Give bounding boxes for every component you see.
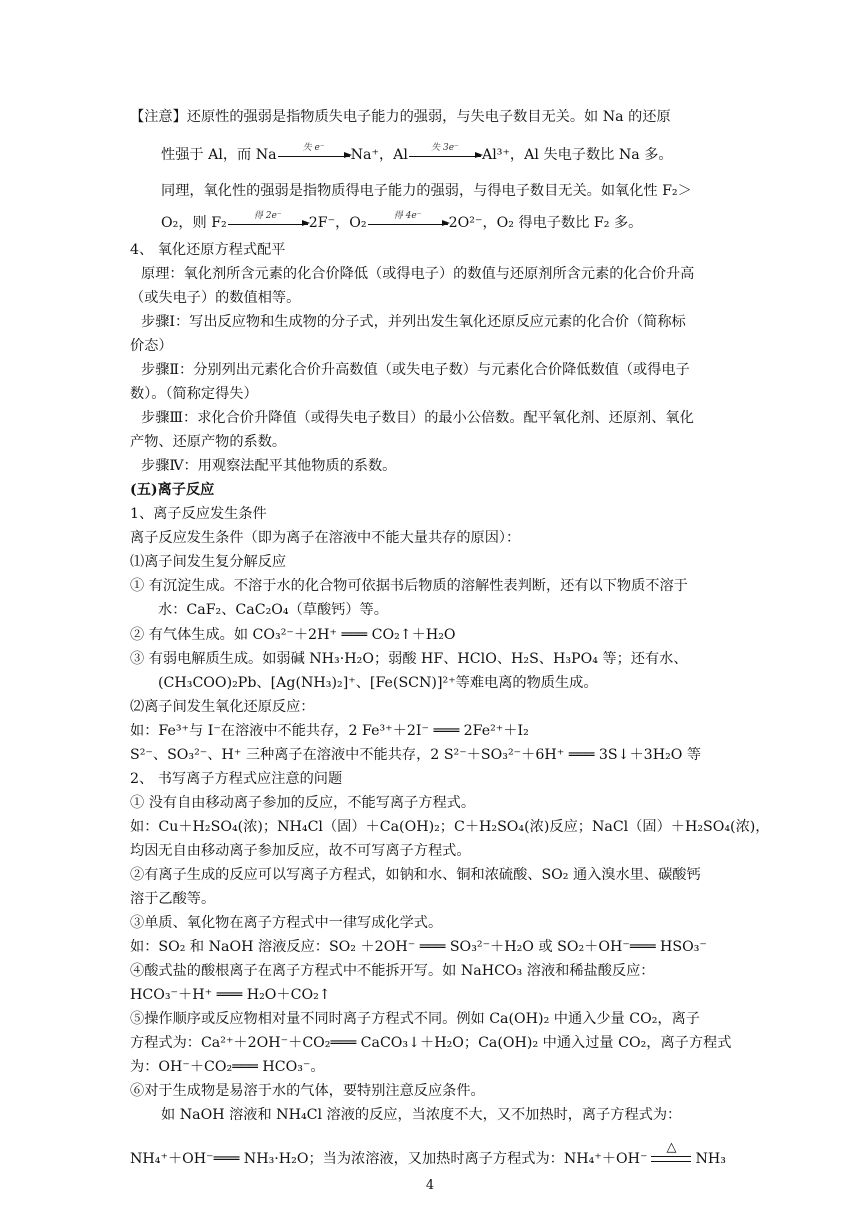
text-line: ⑴离子间发生复分解反应 xyxy=(130,554,287,570)
text-line: HCO₃⁻＋H⁺ ═══ H₂O＋CO₂↑ xyxy=(130,987,331,1003)
text-line: S²⁻、SO₃²⁻、H⁺ 三种离子在溶液中不能共存，2 S²⁻＋SO₃²⁻＋6H⁺ ═══ 3S↓＋3H₂O 等 xyxy=(130,747,702,763)
arrow-label: 得 2e⁻ xyxy=(253,210,282,221)
text-segment: NH₄⁺＋OH⁻═══ NH₃·H₂O；当为浓溶液，又加热时离子方程式为：NH₄⁺＋OH⁻ xyxy=(130,1151,648,1167)
equation-line xyxy=(130,1140,726,1168)
text-line: ⑵离子间发生氧化还原反应： xyxy=(130,699,315,715)
text-line: 方程式为：Ca²⁺＋2OH⁻＋CO₂═══ CaCO₃↓＋H₂O；Ca(OH)₂ 中通入过量 CO₂，离子方程式 xyxy=(130,1035,732,1051)
equation-line xyxy=(161,142,673,164)
text-line: 如：Fe³⁺与 I⁻在溶液中不能共存，2 Fe³⁺＋2I⁻ ═══ 2Fe²⁺＋I₂ xyxy=(130,723,529,739)
text-line: 如：Cu＋H₂SO₄(浓)；NH₄Cl（固）＋Ca(OH)₂；C＋H₂SO₄(浓)反应；NaCl（固）＋H₂SO₄(浓)， xyxy=(130,819,770,835)
text-line: ③单质、氧化物在离子方程式中一律写成化学式。 xyxy=(130,915,443,931)
text-segment: O₂，则 F₂ xyxy=(161,215,227,231)
text-line: 均因无自由移动离子参加反应，故不可写离子方程式。 xyxy=(130,843,471,859)
reaction-arrow xyxy=(368,210,448,225)
text-line: ① 有沉淀生成。不溶于水的化合物可依据书后物质的溶解性表判断，还有以下物质不溶于 xyxy=(130,578,688,594)
arrow-label: 失 3e⁻ xyxy=(431,142,459,153)
text-line: 【注意】还原性的强弱是指物质失电子能力的强弱，与失电子数目无关。如 Na 的还原 xyxy=(130,109,671,125)
text-segment: Al³⁺，Al 失电子数比 Na 多。 xyxy=(481,147,673,163)
text-segment: NH₃ xyxy=(695,1151,726,1167)
section-heading: 1、离子反应发生条件 xyxy=(130,506,267,522)
text-line: 产物、还原产物的系数。 xyxy=(130,434,287,450)
text-line: 水：CaF₂、CaC₂O₄（草酸钙）等。 xyxy=(158,602,388,618)
text-line: 为：OH⁻＋CO₂═══ HCO₃⁻。 xyxy=(130,1059,325,1075)
text-line: ②有离子生成的反应可以写离子方程式，如钠和水、铜和浓硫酸、SO₂ 通入溴水里、碳酸钙 xyxy=(130,867,701,883)
text-segment: 2O²⁻，O₂ 得电子数比 F₂ 多。 xyxy=(448,215,643,231)
reaction-arrow xyxy=(409,142,481,157)
text-line: 步骤Ⅰ：写出反应物和生成物的分子式，并列出发生氧化还原反应元素的化合价（简称标 xyxy=(141,314,686,330)
text-line: 数）。（简称定得失） xyxy=(130,386,258,402)
text-line: 同理，氧化性的强弱是指物质得电子能力的强弱，与得电子数目无关。如氧化性 F₂＞ xyxy=(161,183,692,199)
text-line: ⑤操作顺序或反应物相对量不同时离子方程式不同。例如 Ca(OH)₂ 中通入少量 CO₂，离子 xyxy=(130,1011,700,1027)
reaction-arrow xyxy=(228,210,308,225)
text-line: (CH₃COO)₂Pb、[Ag(NH₃)₂]⁺、[Fe(SCN)]²⁺等难电离的物质生成。 xyxy=(158,675,598,691)
equation-line xyxy=(161,210,643,232)
text-segment: 性强于 Al，而 Na xyxy=(161,147,277,163)
arrow-label: 失 e⁻ xyxy=(302,142,325,153)
section-heading: 4、 氧化还原方程式配平 xyxy=(130,242,286,258)
text-line: ③ 有弱电解质生成。如弱碱 NH₃·H₂O；弱酸 HF、HClO、H₂S、H₃PO₄ 等；还有水、 xyxy=(130,651,688,667)
text-line: 如：SO₂ 和 NaOH 溶液反应：SO₂ ＋2OH⁻ ═══ SO₃²⁻＋H₂O 或 SO₂＋OH⁻═══ HSO₃⁻ xyxy=(130,939,707,955)
text-line: 溶于乙酸等。 xyxy=(130,891,216,907)
text-line: ⑥对于生成物是易溶于水的气体，要特别注意反应条件。 xyxy=(130,1083,485,1099)
text-line: ④酸式盐的酸根离子在离子方程式中不能拆开写。如 NaHCO₃ 溶液和稀盐酸反应： xyxy=(130,963,655,979)
text-line: ② 有气体生成。如 CO₃²⁻＋2H⁺ ═══ CO₂↑＋H₂O xyxy=(130,627,456,643)
page-number: 4 xyxy=(425,1178,435,1193)
text-segment: Na⁺，Al xyxy=(350,147,408,163)
section-heading: 2、 书写离子方程式应注意的问题 xyxy=(130,771,343,787)
text-line: 离子反应发生条件（即为离子在溶液中不能大量共存的原因）： xyxy=(130,530,521,546)
text-line: 原理：氧化剂所含元素的化合价降低（或得电子）的数值与还原剂所含元素的化合价升高 xyxy=(141,266,695,282)
text-segment: 2F⁻，O₂ xyxy=(308,215,367,231)
heat-triangle-icon: △ xyxy=(666,1140,677,1155)
section-heading: (五)离子反应 xyxy=(130,482,215,498)
text-line: 步骤Ⅱ：分别列出元素化合价升高数值（或失电子数）与元素化合价降低数值（或得电子 xyxy=(141,362,690,378)
text-line: 步骤Ⅳ：用观察法配平其他物质的系数。 xyxy=(141,458,397,474)
arrow-label: 得 4e⁻ xyxy=(393,210,422,221)
text-line: 价态） xyxy=(130,338,173,354)
text-line: （或失电子）的数值相等。 xyxy=(130,290,301,306)
text-line: ① 没有自由移动离子参加的反应，不能写离子方程式。 xyxy=(130,795,476,811)
text-line: 步骤Ⅲ：求化合价升降值（或得失电子数目）的最小公倍数。配平氧化剂、还原剂、氧化 xyxy=(141,410,694,426)
heat-condition-sign xyxy=(651,1140,691,1162)
text-line: 如 NaOH 溶液和 NH₄Cl 溶液的反应，当浓度不大，又不加热时，离子方程式为： xyxy=(161,1107,682,1123)
reaction-arrow xyxy=(278,142,350,157)
